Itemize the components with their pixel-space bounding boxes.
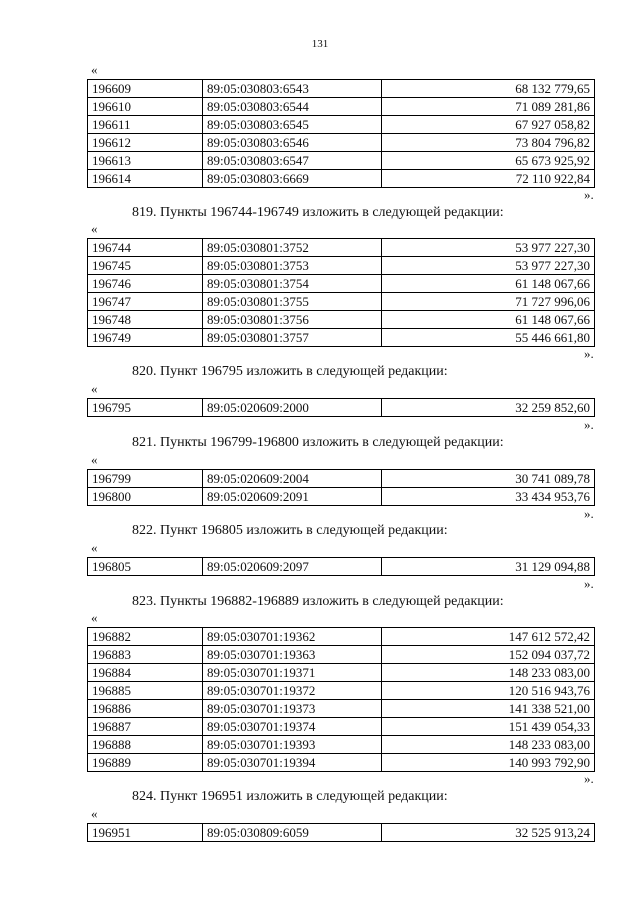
paragraph-819: 819. Пункты 196744-196749 изложить в следующей редакции: (132, 205, 504, 220)
quote-open: « (91, 381, 98, 396)
table-row (88, 470, 595, 488)
quote-open: « (91, 610, 98, 625)
table-row (88, 329, 595, 347)
quote-open: « (91, 452, 98, 467)
value-cell: 140 993 792,90 (382, 754, 595, 772)
paragraph-824: 824. Пункт 196951 изложить в следующей редакции: (132, 789, 448, 804)
page-number: 131 (311, 38, 329, 50)
data-table (87, 238, 595, 347)
table-row (88, 98, 595, 116)
value-cell: 148 233 083,00 (382, 664, 595, 682)
data-table (87, 627, 595, 772)
item-number-cell: 196612 (88, 134, 203, 152)
value-cell: 68 132 779,65 (382, 80, 595, 98)
cadastral-number-cell: 89:05:030803:6544 (203, 98, 382, 116)
quote-close: ». (584, 506, 594, 521)
item-number-cell: 196887 (88, 718, 203, 736)
cadastral-number-cell: 89:05:030701:19373 (203, 700, 382, 718)
item-number-cell: 196883 (88, 646, 203, 664)
item-number-cell: 196795 (88, 399, 203, 417)
cadastral-number-cell: 89:05:030801:3757 (203, 329, 382, 347)
item-number-cell: 196611 (88, 116, 203, 134)
value-cell: 32 259 852,60 (382, 399, 595, 417)
table-row (88, 239, 595, 257)
data-table (87, 398, 595, 417)
data-table (87, 823, 595, 842)
table-row (88, 80, 595, 98)
item-number-cell: 196886 (88, 700, 203, 718)
table-row (88, 558, 595, 576)
cadastral-number-cell: 89:05:020609:2097 (203, 558, 382, 576)
item-number-cell: 196888 (88, 736, 203, 754)
cadastral-number-cell: 89:05:030801:3752 (203, 239, 382, 257)
quote-close: ». (584, 187, 594, 202)
cadastral-number-cell: 89:05:030801:3755 (203, 293, 382, 311)
cadastral-number-cell: 89:05:030701:19372 (203, 682, 382, 700)
value-cell: 53 977 227,30 (382, 257, 595, 275)
paragraph-822: 822. Пункт 196805 изложить в следующей редакции: (132, 523, 448, 538)
table-row (88, 628, 595, 646)
cadastral-number-cell: 89:05:030803:6669 (203, 170, 382, 188)
value-cell: 61 148 067,66 (382, 311, 595, 329)
value-cell: 152 094 037,72 (382, 646, 595, 664)
cadastral-number-cell: 89:05:030809:6059 (203, 824, 382, 842)
item-number-cell: 196805 (88, 558, 203, 576)
value-cell: 73 804 796,82 (382, 134, 595, 152)
table-row (88, 682, 595, 700)
quote-open: « (91, 806, 98, 821)
cadastral-number-cell: 89:05:020609:2000 (203, 399, 382, 417)
value-cell: 67 927 058,82 (382, 116, 595, 134)
table-row (88, 134, 595, 152)
table-row (88, 754, 595, 772)
cadastral-number-cell: 89:05:030801:3753 (203, 257, 382, 275)
cadastral-number-cell: 89:05:030803:6543 (203, 80, 382, 98)
value-cell: 120 516 943,76 (382, 682, 595, 700)
item-number-cell: 196614 (88, 170, 203, 188)
item-number-cell: 196951 (88, 824, 203, 842)
cadastral-number-cell: 89:05:030701:19394 (203, 754, 382, 772)
value-cell: 53 977 227,30 (382, 239, 595, 257)
table-row (88, 116, 595, 134)
value-cell: 148 233 083,00 (382, 736, 595, 754)
cadastral-number-cell: 89:05:030701:19393 (203, 736, 382, 754)
cadastral-number-cell: 89:05:030701:19374 (203, 718, 382, 736)
table-row (88, 718, 595, 736)
value-cell: 33 434 953,76 (382, 488, 595, 506)
table-row (88, 488, 595, 506)
value-cell: 147 612 572,42 (382, 628, 595, 646)
quote-open: « (91, 540, 98, 555)
cadastral-number-cell: 89:05:030801:3756 (203, 311, 382, 329)
item-number-cell: 196745 (88, 257, 203, 275)
table-row (88, 293, 595, 311)
item-number-cell: 196885 (88, 682, 203, 700)
item-number-cell: 196747 (88, 293, 203, 311)
cadastral-number-cell: 89:05:030803:6546 (203, 134, 382, 152)
table-row (88, 275, 595, 293)
table-row (88, 257, 595, 275)
item-number-cell: 196882 (88, 628, 203, 646)
cadastral-number-cell: 89:05:020609:2004 (203, 470, 382, 488)
item-number-cell: 196746 (88, 275, 203, 293)
item-number-cell: 196613 (88, 152, 203, 170)
item-number-cell: 196799 (88, 470, 203, 488)
table-row (88, 664, 595, 682)
value-cell: 151 439 054,33 (382, 718, 595, 736)
quote-close: ». (584, 576, 594, 591)
quote-open: « (91, 62, 98, 77)
data-table (87, 469, 595, 506)
item-number-cell: 196884 (88, 664, 203, 682)
cadastral-number-cell: 89:05:030701:19363 (203, 646, 382, 664)
cadastral-number-cell: 89:05:030803:6547 (203, 152, 382, 170)
paragraph-823: 823. Пункты 196882-196889 изложить в следующей редакции: (132, 594, 504, 609)
item-number-cell: 196744 (88, 239, 203, 257)
table-row (88, 311, 595, 329)
quote-open: « (91, 221, 98, 236)
value-cell: 72 110 922,84 (382, 170, 595, 188)
item-number-cell: 196889 (88, 754, 203, 772)
table-row (88, 399, 595, 417)
value-cell: 31 129 094,88 (382, 558, 595, 576)
data-table (87, 79, 595, 188)
cadastral-number-cell: 89:05:030701:19371 (203, 664, 382, 682)
table-row (88, 152, 595, 170)
cadastral-number-cell: 89:05:020609:2091 (203, 488, 382, 506)
quote-close: ». (584, 346, 594, 361)
value-cell: 141 338 521,00 (382, 700, 595, 718)
value-cell: 65 673 925,92 (382, 152, 595, 170)
table-row (88, 700, 595, 718)
data-table (87, 557, 595, 576)
table-row (88, 824, 595, 842)
quote-close: ». (584, 771, 594, 786)
table-row (88, 170, 595, 188)
cadastral-number-cell: 89:05:030701:19362 (203, 628, 382, 646)
table-row (88, 646, 595, 664)
value-cell: 30 741 089,78 (382, 470, 595, 488)
quote-close: ». (584, 417, 594, 432)
value-cell: 32 525 913,24 (382, 824, 595, 842)
value-cell: 71 089 281,86 (382, 98, 595, 116)
paragraph-821: 821. Пункты 196799-196800 изложить в следующей редакции: (132, 435, 504, 450)
item-number-cell: 196610 (88, 98, 203, 116)
paragraph-820: 820. Пункт 196795 изложить в следующей редакции: (132, 364, 448, 379)
value-cell: 61 148 067,66 (382, 275, 595, 293)
value-cell: 71 727 996,06 (382, 293, 595, 311)
value-cell: 55 446 661,80 (382, 329, 595, 347)
item-number-cell: 196800 (88, 488, 203, 506)
item-number-cell: 196749 (88, 329, 203, 347)
item-number-cell: 196609 (88, 80, 203, 98)
table-row (88, 736, 595, 754)
cadastral-number-cell: 89:05:030801:3754 (203, 275, 382, 293)
cadastral-number-cell: 89:05:030803:6545 (203, 116, 382, 134)
item-number-cell: 196748 (88, 311, 203, 329)
